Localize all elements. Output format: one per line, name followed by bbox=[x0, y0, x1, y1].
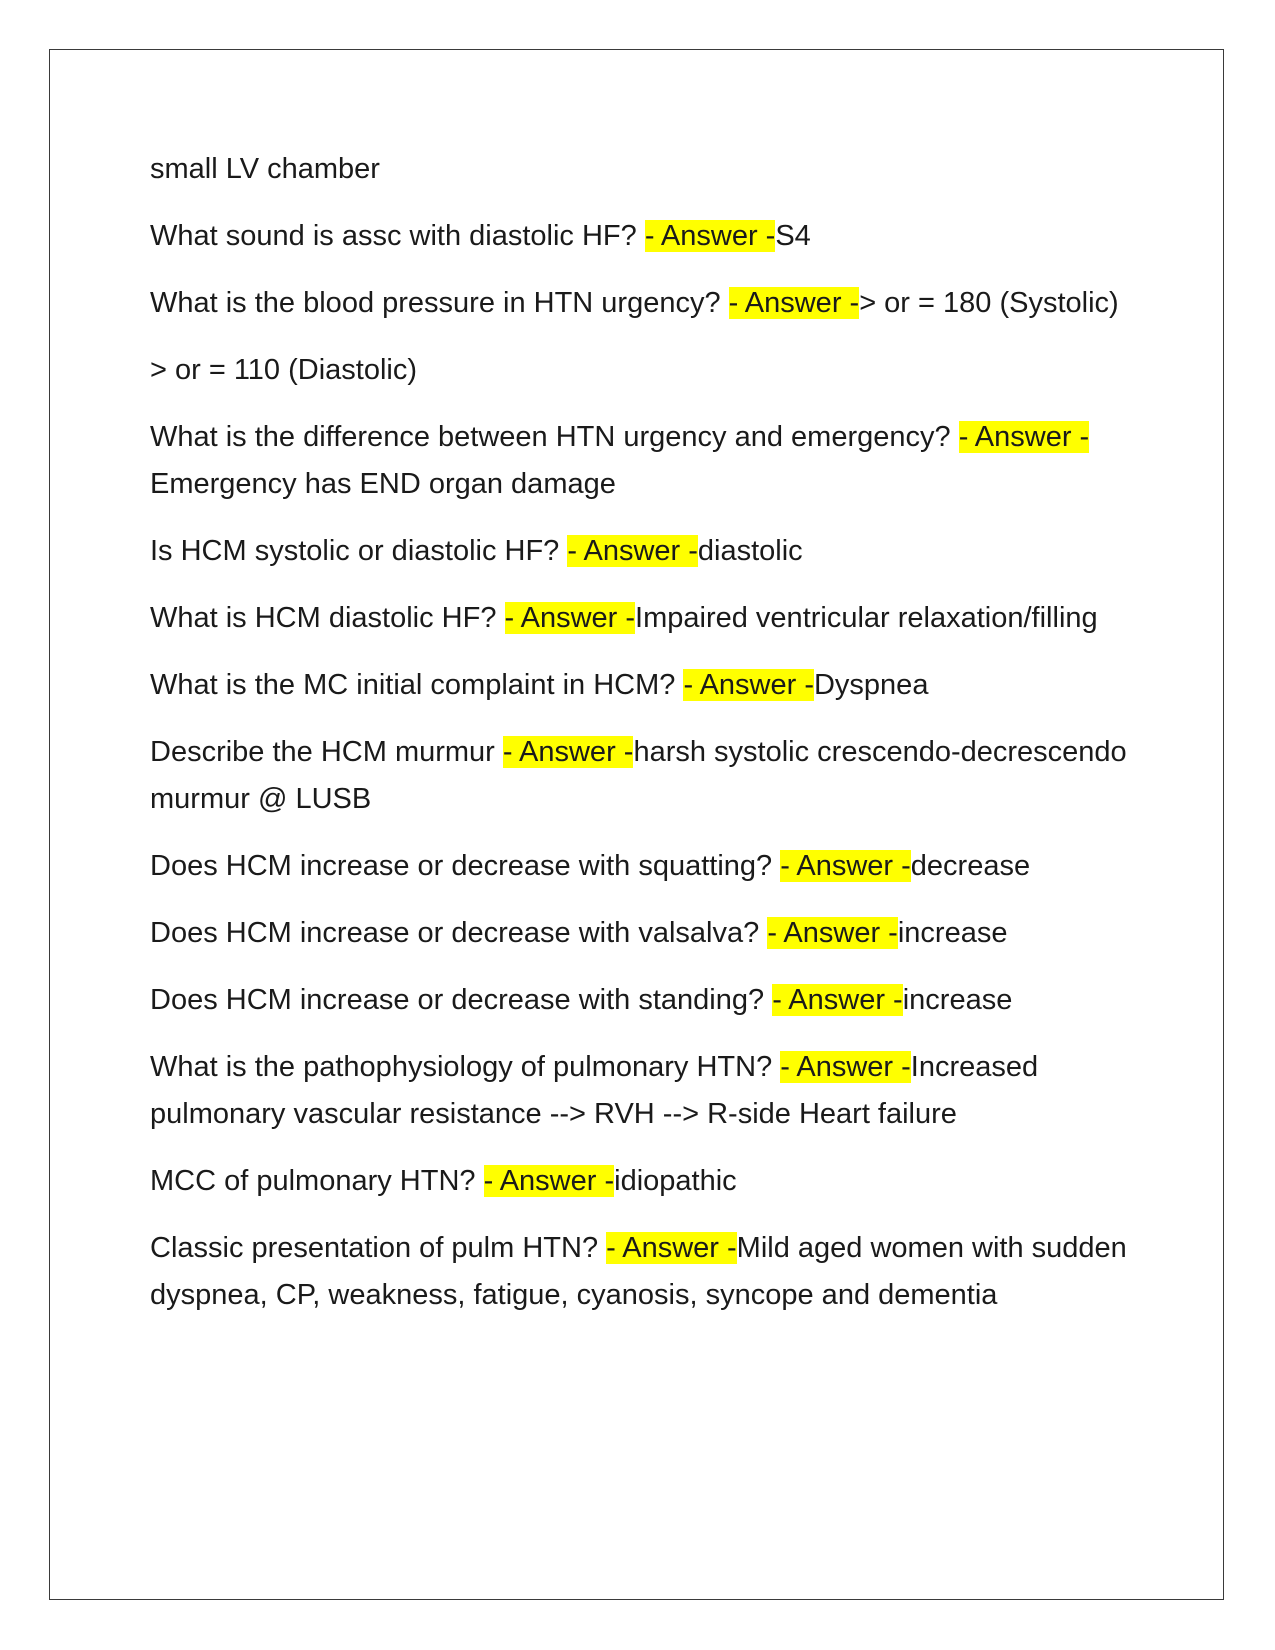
qa-item bbox=[150, 1044, 1140, 1138]
answer-text: increase bbox=[902, 984, 1013, 1016]
answer-marker: - Answer - bbox=[772, 984, 903, 1016]
qa-item bbox=[150, 1225, 1140, 1319]
answer-text: harsh systolic crescendo-decrescendo murmur @ LUSB bbox=[150, 736, 1127, 815]
answer-marker: - Answer - bbox=[780, 1051, 911, 1083]
question-text: What sound is assc with diastolic HF? bbox=[150, 220, 645, 252]
question-text: Is HCM systolic or diastolic HF? bbox=[150, 535, 568, 567]
document-body bbox=[150, 146, 1140, 1339]
qa-item bbox=[150, 280, 1140, 327]
qa-item bbox=[150, 595, 1140, 642]
answer-marker: - Answer - bbox=[502, 736, 634, 768]
answer-marker: - Answer - bbox=[567, 535, 698, 567]
qa-item bbox=[150, 843, 1140, 890]
qa-item bbox=[150, 213, 1140, 260]
answer-marker: - Answer - bbox=[683, 669, 814, 701]
answer-marker: - Answer - bbox=[504, 602, 636, 634]
question-text: Does HCM increase or decrease with valsalva? bbox=[150, 917, 768, 949]
answer-text: Dyspnea bbox=[813, 669, 929, 701]
qa-item bbox=[150, 729, 1140, 823]
question-text: Does HCM increase or decrease with standing? bbox=[150, 984, 773, 1016]
answer-marker: - Answer - bbox=[767, 917, 898, 949]
qa-item bbox=[150, 1158, 1140, 1205]
qa-item bbox=[150, 414, 1140, 508]
answer-text: Mild aged women with sudden dyspnea, CP, weakness, fatigue, cyanosis, syncope and dementia bbox=[150, 1232, 1127, 1311]
question-text: Classic presentation of pulm HTN? bbox=[150, 1232, 607, 1264]
answer-text: S4 bbox=[775, 220, 811, 252]
question-text: MCC of pulmonary HTN? bbox=[150, 1165, 484, 1197]
qa-item bbox=[150, 662, 1140, 709]
answer-text: > or = 180 (Systolic) bbox=[859, 287, 1119, 319]
answer-text: Impaired ventricular relaxation/filling bbox=[635, 602, 1098, 634]
qa-list bbox=[150, 213, 1140, 1319]
answer-marker: - Answer - bbox=[780, 850, 911, 882]
answer-text: idiopathic bbox=[614, 1165, 737, 1197]
qa-item bbox=[150, 977, 1140, 1024]
answer-marker: - Answer - bbox=[606, 1232, 737, 1264]
answer-marker: - Answer - bbox=[483, 1165, 615, 1197]
answer-marker: - Answer - bbox=[958, 421, 1090, 453]
question-text: What is the MC initial complaint in HCM? bbox=[150, 669, 684, 701]
question-text: What is HCM diastolic HF? bbox=[150, 602, 505, 634]
question-text: What is the difference between HTN urgency and emergency? bbox=[150, 421, 959, 453]
answer-text: Increased pulmonary vascular resistance --> RVH --> R-side Heart failure bbox=[150, 1051, 1039, 1130]
answer-text: diastolic bbox=[697, 535, 803, 567]
intro-text: small LV chamber bbox=[150, 153, 380, 185]
question-text: Does HCM increase or decrease with squatting? bbox=[150, 850, 781, 882]
answer-marker: - Answer - bbox=[728, 287, 860, 319]
question-text: What is the blood pressure in HTN urgency? bbox=[150, 287, 729, 319]
qa-item bbox=[150, 910, 1140, 957]
answer-text: decrease bbox=[910, 850, 1031, 882]
answer-marker: - Answer - bbox=[644, 220, 776, 252]
answer-text: increase bbox=[897, 917, 1008, 949]
qa-item bbox=[150, 528, 1140, 575]
note-paragraph: > or = 110 (Diastolic) bbox=[150, 354, 418, 386]
question-text: What is the pathophysiology of pulmonary HTN? bbox=[150, 1051, 781, 1083]
question-text: Describe the HCM murmur bbox=[150, 736, 503, 768]
answer-text: Emergency has END organ damage bbox=[150, 468, 616, 500]
